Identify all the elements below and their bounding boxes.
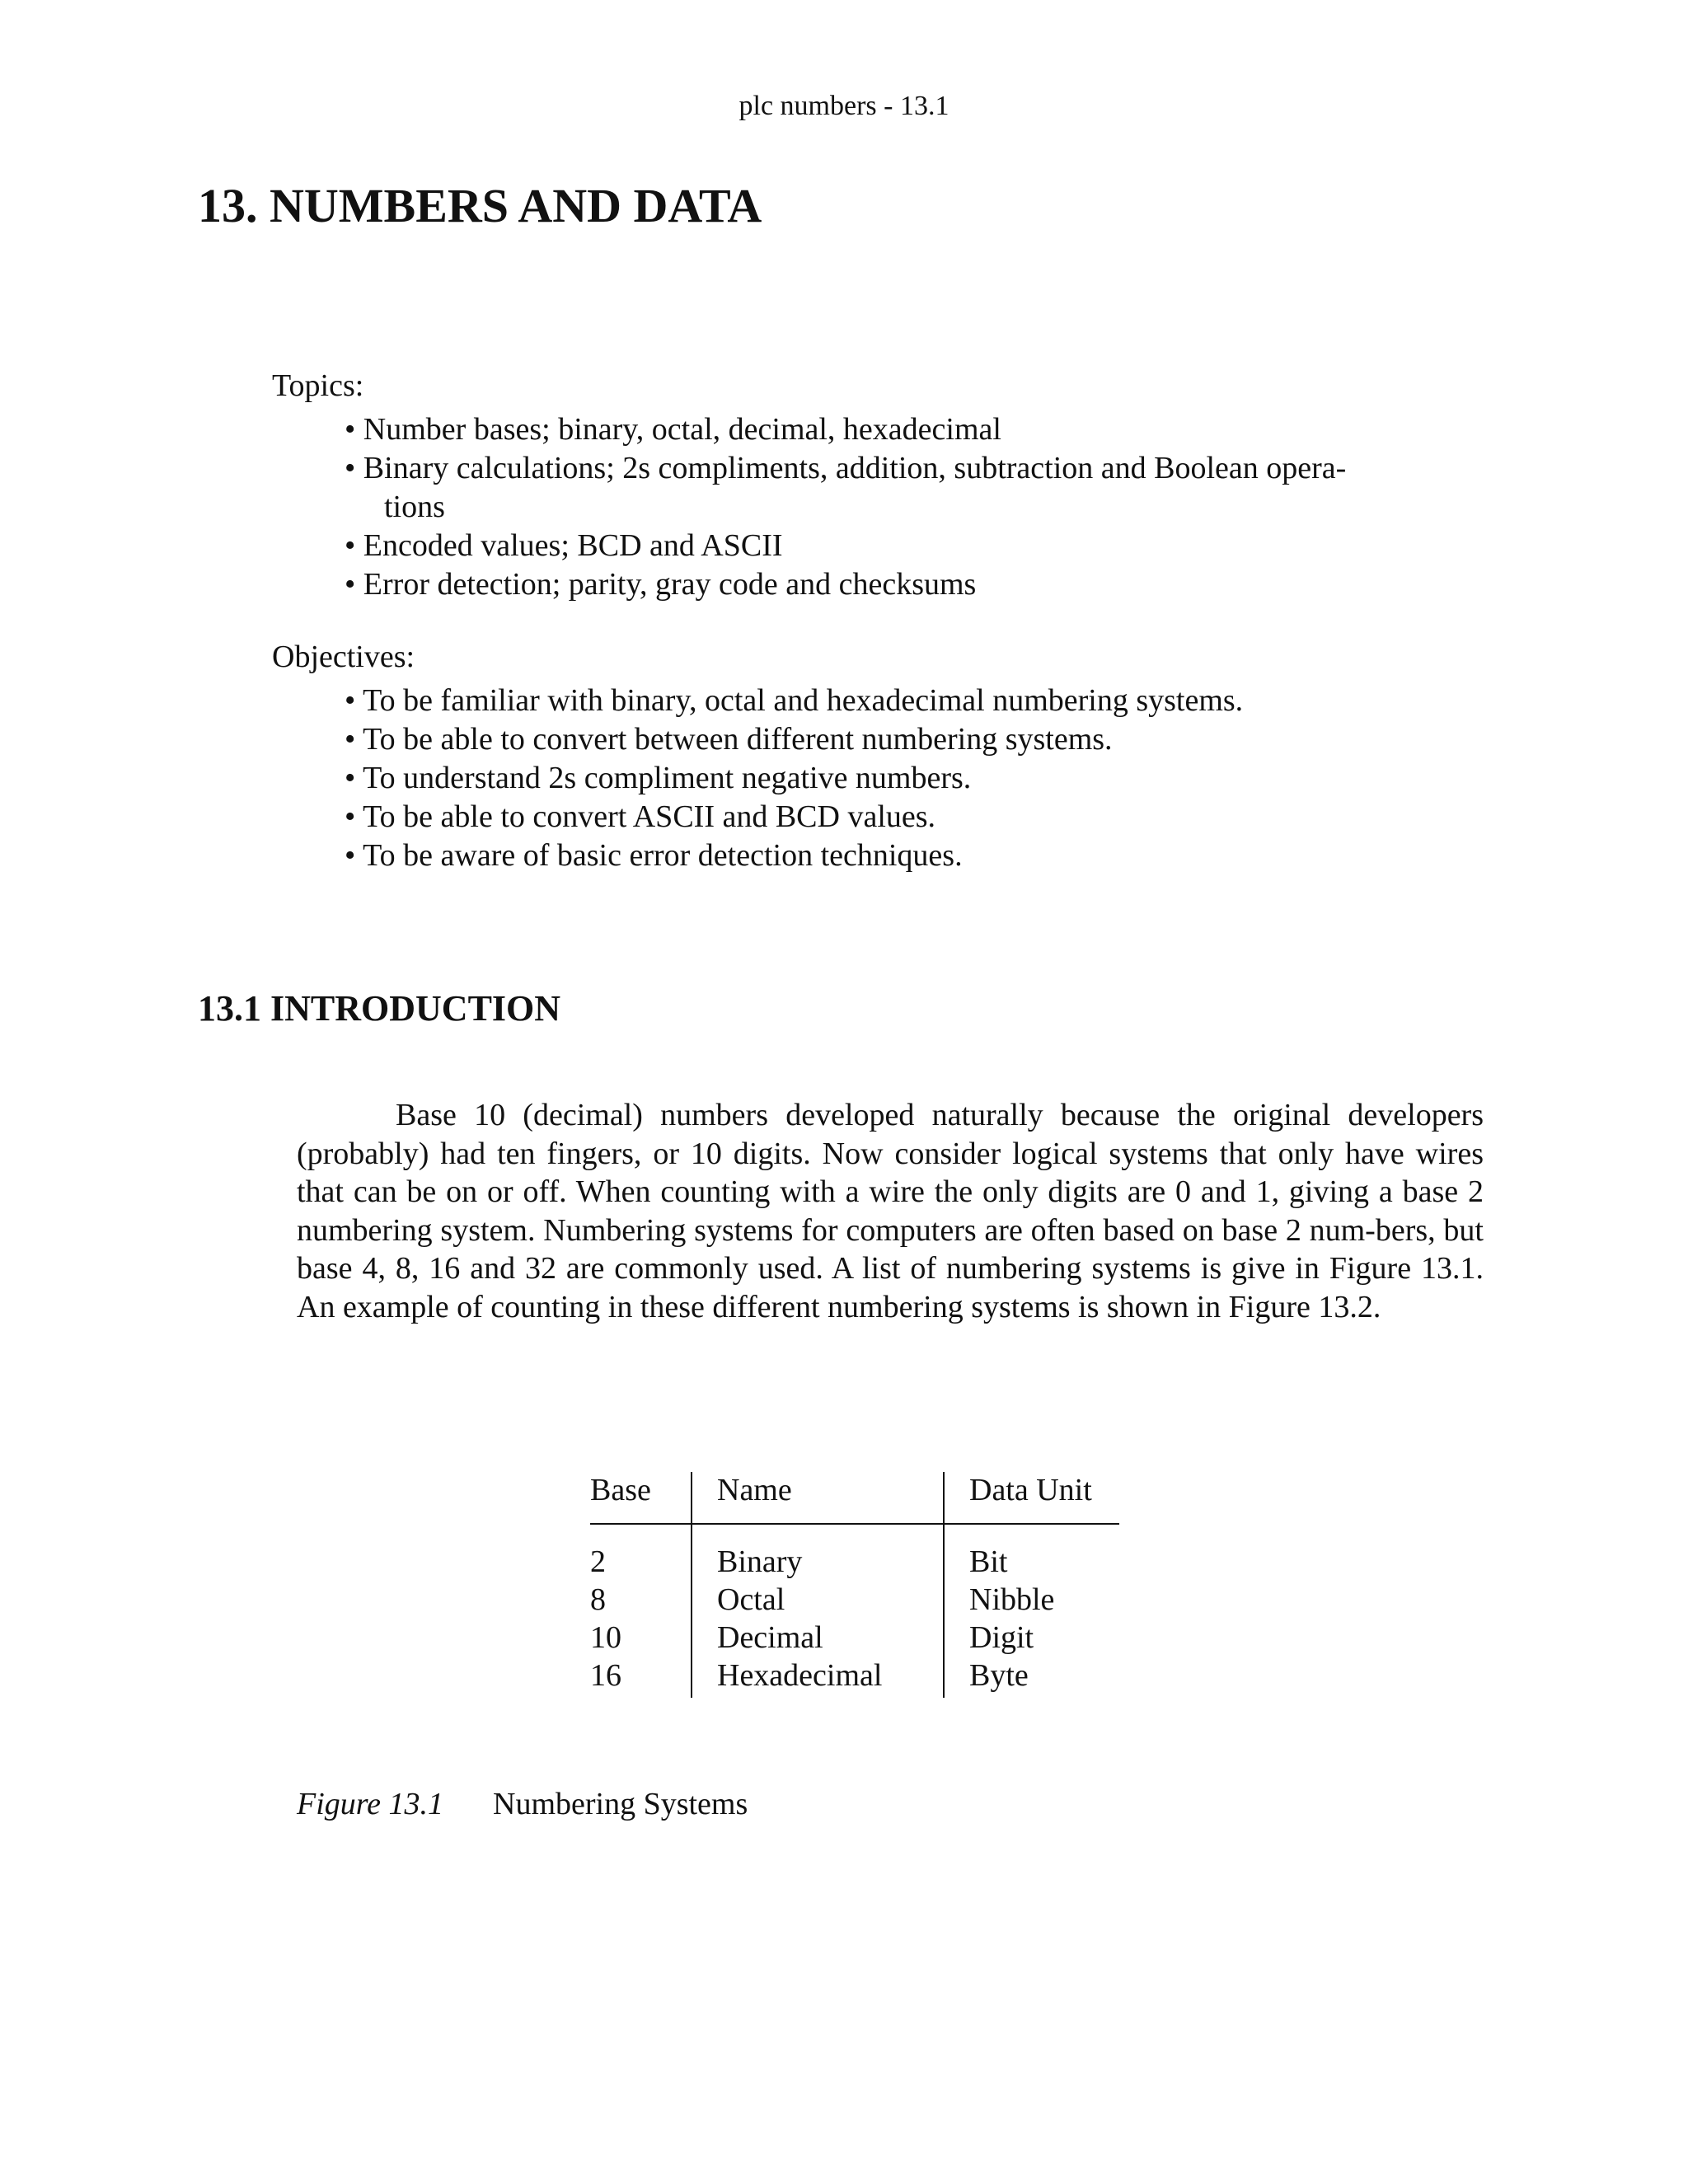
cell-data-unit: Digit bbox=[944, 1619, 1119, 1657]
table-row bbox=[590, 1619, 1119, 1657]
cell-name: Decimal bbox=[692, 1619, 944, 1657]
intro-paragraph: Base 10 (decimal) numbers developed naturally because the original developers (probably) had ten fingers, or 10 digits. Now consider logical systems that only have wires that can be on or off. When counting with a wire the only digits are 0 and 1, giving a base 2 numbering system. Numbering systems for computers are often based on base 2 num-bers, but base 4, 8, 16 and 32 are commonly used. A list of numbering systems is give in Figure 13.1. An example of counting in these different numbering systems is shown in Figure 13.2. bbox=[297, 1098, 1484, 1324]
topic-item: • Error detection; parity, gray code and checksums bbox=[345, 567, 977, 602]
numbering-systems-table bbox=[590, 1472, 1119, 1698]
table-header-row bbox=[590, 1472, 1119, 1524]
column-header-name: Name bbox=[692, 1472, 944, 1524]
cell-base: 16 bbox=[590, 1658, 621, 1693]
table-row bbox=[590, 1657, 1119, 1698]
topic-item: • Encoded values; BCD and ASCII bbox=[345, 528, 783, 563]
objective-item: • To be able to convert between different numbering systems. bbox=[345, 722, 1113, 757]
chapter-title: 13. NUMBERS AND DATA bbox=[198, 179, 762, 232]
section-title: 13.1 INTRODUCTION bbox=[198, 988, 561, 1029]
cell-data-unit: Byte bbox=[944, 1657, 1119, 1698]
cell-base: 8 bbox=[590, 1582, 606, 1617]
topic-item-line: • Binary calculations; 2s compliments, addition, subtraction and Boolean opera- bbox=[345, 451, 1347, 485]
objective-item: • To be able to convert ASCII and BCD values. bbox=[345, 799, 936, 834]
cell-name: Octal bbox=[692, 1581, 944, 1619]
topic-item bbox=[345, 449, 1465, 527]
cell-data-unit: Bit bbox=[944, 1524, 1119, 1581]
figure-caption-text: Numbering Systems bbox=[493, 1787, 748, 1821]
cell-data-unit: Nibble bbox=[944, 1581, 1119, 1619]
column-header-base: Base bbox=[590, 1472, 692, 1524]
figure-caption bbox=[297, 1785, 748, 1823]
running-header: plc numbers - 13.1 bbox=[738, 91, 950, 121]
column-header-data-unit: Data Unit bbox=[944, 1472, 1119, 1524]
objectives-label: Objectives: bbox=[272, 640, 415, 674]
objective-item: • To understand 2s compliment negative numbers. bbox=[345, 761, 972, 795]
topics-list bbox=[345, 410, 1465, 604]
objective-item: • To be familiar with binary, octal and hexadecimal numbering systems. bbox=[345, 683, 1244, 718]
objectives-list bbox=[345, 682, 1465, 875]
cell-base: 2 bbox=[590, 1544, 606, 1579]
table-row bbox=[590, 1524, 1119, 1581]
cell-name: Hexadecimal bbox=[692, 1657, 944, 1698]
topic-item: • Number bases; binary, octal, decimal, hexadecimal bbox=[345, 412, 1001, 447]
topics-label: Topics: bbox=[272, 368, 364, 403]
cell-base: 10 bbox=[590, 1620, 621, 1655]
cell-name: Binary bbox=[692, 1524, 944, 1581]
figure-number: Figure 13.1 bbox=[297, 1787, 444, 1821]
topic-item-line: tions bbox=[384, 490, 445, 524]
objective-item: • To be aware of basic error detection techniques. bbox=[345, 838, 963, 873]
table-row bbox=[590, 1581, 1119, 1619]
